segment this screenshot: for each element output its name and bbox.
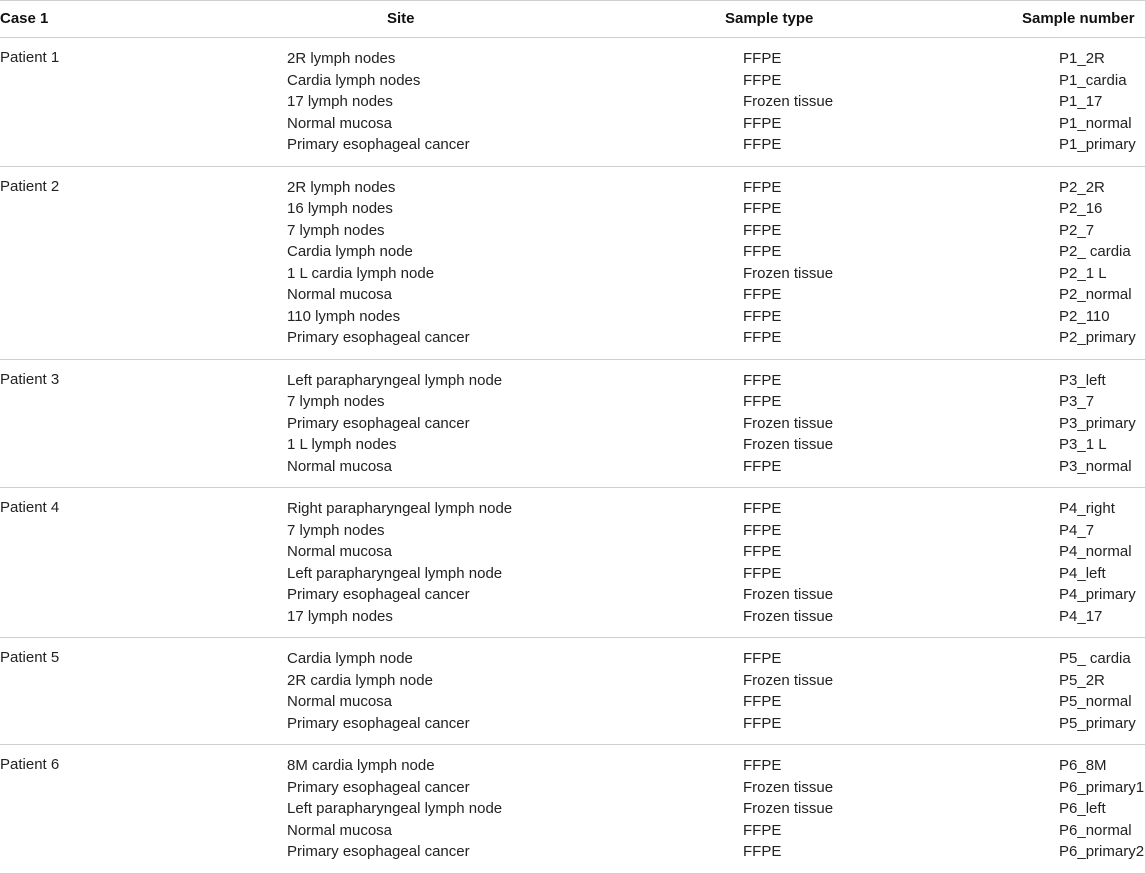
sample-type-cell: FFPE: [743, 693, 782, 710]
sample-type-cell: Frozen tissue: [743, 414, 834, 432]
patient-group: [0, 745, 1145, 874]
sample-type-cell: FFPE: [743, 114, 782, 132]
sample-type-cell: Frozen tissue: [743, 436, 834, 453]
sample-number-cell: P1_17: [1059, 93, 1103, 110]
table-row: [0, 414, 1145, 436]
sample-number-cell: P5_ cardia: [1059, 650, 1131, 667]
site-cell: Primary esophageal cancer: [287, 714, 470, 732]
site-cell: 2R lymph nodes: [287, 50, 396, 67]
patient-group: [0, 488, 1145, 638]
site-cell: 16 lymph nodes: [287, 200, 393, 217]
table-row: [0, 49, 1145, 71]
sample-number-cell: P2_normal: [1059, 286, 1132, 303]
sample-number-cell: P1_2R: [1059, 50, 1105, 67]
patient-label: Patient 4: [0, 499, 60, 516]
patient-group: [0, 38, 1145, 167]
site-cell: Cardia lymph node: [287, 650, 413, 667]
patient-label: Patient 2: [0, 177, 60, 195]
site-cell: Cardia lymph node: [287, 243, 413, 260]
table-row: [0, 221, 1145, 243]
site-cell: Primary esophageal cancer: [287, 586, 470, 603]
sample-type-cell: Frozen tissue: [743, 586, 834, 603]
site-cell: Left parapharyngeal lymph node: [287, 564, 503, 582]
table-row: [0, 71, 1145, 93]
site-cell: 17 lymph nodes: [287, 93, 393, 110]
table-row: [0, 542, 1145, 564]
sample-type-cell: FFPE: [743, 243, 782, 260]
sample-type-cell: FFPE: [743, 757, 782, 774]
sample-type-cell: FFPE: [743, 650, 782, 667]
patient-group: [0, 167, 1145, 360]
table-row: [0, 521, 1145, 543]
site-cell: 1 L cardia lymph node: [287, 264, 435, 282]
site-cell: Normal mucosa: [287, 457, 393, 475]
patient-label: Patient 5: [0, 649, 60, 666]
table-row: [0, 435, 1145, 457]
site-cell: 2R cardia lymph node: [287, 671, 433, 689]
table-row: [0, 649, 1145, 671]
table-row: [0, 242, 1145, 264]
sample-number-cell: P6_primary1: [1059, 778, 1145, 796]
sample-type-cell: FFPE: [743, 564, 782, 582]
sample-number-cell: P2_7: [1059, 221, 1095, 239]
table-row: [0, 671, 1145, 693]
header-sample-number: Sample number: [1022, 10, 1135, 27]
table-row: [0, 92, 1145, 114]
site-cell: Primary esophageal cancer: [287, 414, 470, 432]
sample-type-cell: FFPE: [743, 136, 782, 153]
site-cell: 2R lymph nodes: [287, 178, 396, 196]
sample-type-cell: Frozen tissue: [743, 778, 834, 796]
sample-number-cell: P6_primary2: [1059, 843, 1145, 860]
sample-number-cell: P4_normal: [1059, 543, 1132, 560]
sample-number-cell: P5_primary: [1059, 714, 1136, 732]
patient-group: [0, 360, 1145, 489]
sample-number-cell: P2_2R: [1059, 178, 1105, 196]
sample-number-cell: P6_normal: [1059, 821, 1132, 839]
site-cell: 110 lymph nodes: [287, 307, 401, 325]
site-cell: Cardia lymph nodes: [287, 71, 421, 89]
sample-number-cell: P2_16: [1059, 200, 1103, 217]
table-row: [0, 714, 1145, 736]
sample-number-cell: P6_left: [1059, 800, 1106, 817]
sample-type-cell: Frozen tissue: [743, 607, 834, 625]
table-row: [0, 392, 1145, 414]
sample-type-cell: FFPE: [743, 714, 782, 732]
sample-number-cell: P3_normal: [1059, 457, 1132, 475]
sample-number-cell: P2_ cardia: [1059, 243, 1131, 260]
table-row: [0, 371, 1145, 393]
table-row: [0, 457, 1145, 479]
site-cell: Left parapharyngeal lymph node: [287, 371, 503, 389]
site-cell: Left parapharyngeal lymph node: [287, 800, 503, 817]
sample-number-cell: P4_right: [1059, 500, 1115, 517]
site-cell: Normal mucosa: [287, 693, 393, 710]
table-row: [0, 564, 1145, 586]
sample-number-cell: P4_primary: [1059, 586, 1136, 603]
table-row: [0, 821, 1145, 843]
sample-type-cell: FFPE: [743, 393, 782, 410]
table-row: [0, 328, 1145, 350]
sample-number-cell: P3_7: [1059, 393, 1095, 410]
sample-type-cell: Frozen tissue: [743, 800, 834, 817]
sample-number-cell: P2_110: [1059, 307, 1110, 325]
site-cell: Primary esophageal cancer: [287, 843, 470, 860]
sample-number-cell: P2_1 L: [1059, 264, 1107, 282]
sample-number-cell: P4_17: [1059, 607, 1103, 625]
sample-number-cell: P5_normal: [1059, 693, 1132, 710]
sample-number-cell: P1_primary: [1059, 136, 1136, 153]
table-row: [0, 607, 1145, 629]
site-cell: 7 lymph nodes: [287, 221, 385, 239]
site-cell: 17 lymph nodes: [287, 607, 393, 625]
sample-number-cell: P3_1 L: [1059, 436, 1107, 453]
sample-type-cell: FFPE: [743, 286, 782, 303]
site-cell: Primary esophageal cancer: [287, 778, 470, 796]
sample-type-cell: Frozen tissue: [743, 93, 834, 110]
table-row: [0, 135, 1145, 157]
sample-type-cell: FFPE: [743, 329, 782, 346]
sample-type-cell: Frozen tissue: [743, 671, 834, 689]
site-cell: 7 lymph nodes: [287, 521, 385, 539]
site-cell: Primary esophageal cancer: [287, 136, 470, 153]
sample-number-cell: P2_primary: [1059, 329, 1136, 346]
sample-number-cell: P6_8M: [1059, 757, 1107, 774]
site-cell: Primary esophageal cancer: [287, 329, 470, 346]
table-header: [0, 0, 1145, 38]
sample-type-cell: FFPE: [743, 821, 782, 839]
header-site: Site: [387, 10, 415, 27]
patient-label: Patient 6: [0, 756, 60, 773]
header-case: Case 1: [0, 10, 49, 27]
table-row: [0, 264, 1145, 286]
sample-number-cell: P4_7: [1059, 521, 1095, 539]
sample-type-cell: FFPE: [743, 50, 782, 67]
sample-type-cell: FFPE: [743, 521, 782, 539]
table-row: [0, 114, 1145, 136]
site-cell: Right parapharyngeal lymph node: [287, 500, 513, 517]
site-cell: 8M cardia lymph node: [287, 757, 435, 774]
sample-type-cell: FFPE: [743, 221, 782, 239]
site-cell: Normal mucosa: [287, 821, 393, 839]
table-body: [0, 38, 1145, 874]
sample-type-cell: FFPE: [743, 457, 782, 475]
site-cell: 1 L lymph nodes: [287, 436, 397, 453]
table-row: [0, 692, 1145, 714]
sample-number-cell: P1_normal: [1059, 114, 1132, 132]
sample-number-cell: P1_cardia: [1059, 71, 1127, 89]
table-row: [0, 307, 1145, 329]
header-sample-type: Sample type: [725, 10, 814, 27]
table-row: [0, 799, 1145, 821]
sample-type-cell: FFPE: [743, 371, 782, 389]
sample-type-cell: Frozen tissue: [743, 264, 834, 282]
sample-type-cell: FFPE: [743, 178, 782, 196]
table-row: [0, 756, 1145, 778]
site-cell: Normal mucosa: [287, 286, 393, 303]
sample-type-cell: FFPE: [743, 543, 782, 560]
sample-number-cell: P3_primary: [1059, 414, 1136, 432]
table-row: [0, 285, 1145, 307]
patient-label: Patient 3: [0, 370, 60, 388]
sample-type-cell: FFPE: [743, 307, 782, 325]
sample-type-cell: FFPE: [743, 71, 782, 89]
sample-type-cell: FFPE: [743, 843, 782, 860]
table-row: [0, 499, 1145, 521]
table-row: [0, 178, 1145, 200]
patient-group: [0, 638, 1145, 745]
sample-number-cell: P3_left: [1059, 371, 1106, 389]
sample-number-cell: P4_left: [1059, 564, 1106, 582]
sample-type-cell: FFPE: [743, 200, 782, 217]
patient-label: Patient 1: [0, 49, 60, 66]
sample-number-cell: P5_2R: [1059, 671, 1105, 689]
table-row: [0, 199, 1145, 221]
site-cell: Normal mucosa: [287, 543, 393, 560]
site-cell: Normal mucosa: [287, 114, 393, 132]
table-row: [0, 778, 1145, 800]
site-cell: 7 lymph nodes: [287, 393, 385, 410]
table-row: [0, 585, 1145, 607]
sample-type-cell: FFPE: [743, 500, 782, 517]
